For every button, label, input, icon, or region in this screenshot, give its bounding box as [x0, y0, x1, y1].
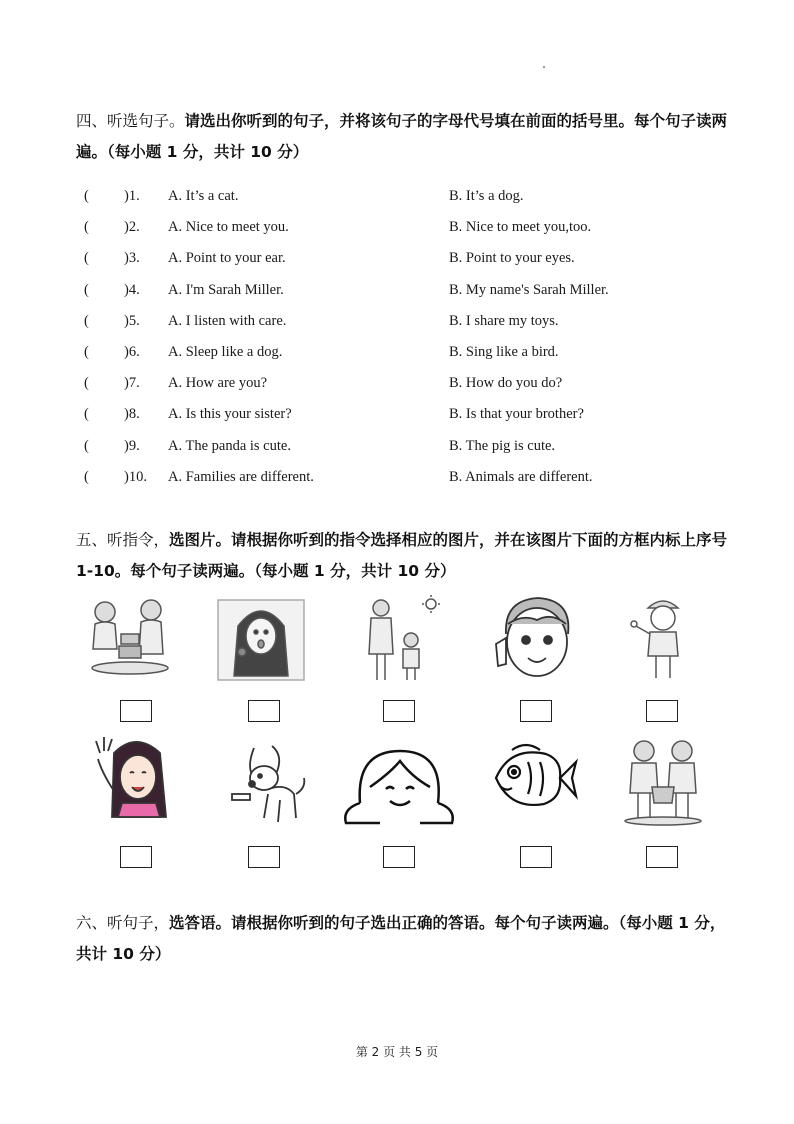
question-row [84, 399, 724, 430]
page-footer: 第 2 页 共 5 页 [355, 1045, 439, 1059]
question-number: )6. [124, 343, 140, 360]
picture-two-children-sharing [618, 737, 708, 827]
picture-woman-waving [86, 733, 176, 823]
answer-bracket[interactable]: ( [84, 406, 89, 423]
question-row [84, 306, 724, 337]
picture-girl-singing [216, 596, 306, 686]
option-b: B. I share my toys. [449, 312, 559, 329]
picture-smiling-girl-outline [338, 743, 458, 833]
answer-bracket[interactable]: ( [84, 375, 89, 392]
option-a: A. Is this your sister? [168, 406, 292, 423]
question-number: )7. [124, 375, 140, 392]
question-number: )5. [124, 312, 140, 329]
option-a: A. Nice to meet you. [168, 219, 289, 236]
option-b: B. The pig is cute. [449, 437, 556, 454]
section-5-instruction: 选图片。请根据你听到的指令选择相应的图片，并在该图片下面的方框内标上序号 1-10。每个句子读两遍。（每小题 1 分，共计 10 分） [76, 531, 728, 580]
answer-bracket[interactable]: ( [84, 188, 89, 204]
answer-box-2[interactable] [248, 700, 280, 722]
option-b: B. My name's Sarah Miller. [449, 281, 609, 298]
question-number: )1. [124, 188, 140, 204]
picture-children-sharing-toys [85, 594, 175, 684]
option-b: B. Point to your eyes. [449, 250, 575, 267]
question-row [84, 181, 724, 212]
picture-boy-with-cap-waving [618, 592, 708, 682]
option-b: B. It’s a dog. [449, 188, 524, 204]
option-b: B. How do you do? [449, 375, 563, 392]
question-number: )8. [124, 406, 140, 423]
option-a: A. Sleep like a dog. [168, 343, 283, 360]
answer-box-8[interactable] [383, 846, 415, 868]
question-number: )2. [124, 219, 140, 236]
picture-dog [224, 738, 314, 828]
option-a: A. The panda is cute. [168, 437, 291, 454]
question-row [84, 275, 724, 306]
option-a: A. Families are different. [168, 468, 314, 485]
option-b: B. Nice to meet you,too. [449, 219, 592, 236]
question-list [84, 181, 724, 493]
question-row [84, 462, 724, 493]
picture-boy-pointing-to-ear [492, 594, 582, 684]
picture-mother-and-child [355, 594, 445, 684]
question-row [84, 243, 724, 274]
option-a: A. How are you? [168, 375, 268, 392]
section-5-heading [76, 525, 736, 587]
answer-bracket[interactable]: ( [84, 312, 89, 329]
answer-box-9[interactable] [520, 846, 552, 868]
option-b: B. Sing like a bird. [449, 343, 559, 360]
answer-box-10[interactable] [646, 846, 678, 868]
section-4-instruction: 请选出你听到的句子，并将该句子的字母代号填在前面的括号里。每个句子读两遍。（每小题 1 分，共计 10 分） [76, 112, 728, 161]
section-5-lead: 五、听指令， [76, 531, 170, 549]
question-row [84, 337, 724, 368]
option-b: B. Animals are different. [449, 468, 593, 485]
answer-bracket[interactable]: ( [84, 437, 89, 454]
question-number: )10. [124, 468, 147, 485]
question-row [84, 431, 724, 462]
section-4-lead: 四、听选句子。 [76, 112, 185, 130]
answer-box-4[interactable] [520, 700, 552, 722]
answer-bracket[interactable]: ( [84, 219, 89, 236]
option-a: A. It’s a cat. [168, 188, 239, 204]
question-number: )9. [124, 437, 140, 454]
section-4-heading [76, 106, 736, 168]
question-number: )3. [124, 250, 140, 267]
question-row [84, 212, 724, 243]
section-6-heading [76, 908, 736, 970]
section-6-lead: 六、听句子， [76, 914, 170, 932]
page-dot [543, 66, 545, 68]
option-a: A. Point to your ear. [168, 250, 286, 267]
answer-box-5[interactable] [646, 700, 678, 722]
answer-bracket[interactable]: ( [84, 468, 89, 485]
option-b: B. Is that your brother? [449, 406, 584, 423]
answer-box-3[interactable] [383, 700, 415, 722]
answer-bracket[interactable]: ( [84, 343, 89, 360]
picture-fish [490, 736, 580, 826]
answer-bracket[interactable]: ( [84, 250, 89, 267]
option-a: A. I listen with care. [168, 312, 287, 329]
question-row [84, 368, 724, 399]
option-a: A. I'm Sarah Miller. [168, 281, 284, 298]
answer-bracket[interactable]: ( [84, 281, 89, 298]
answer-box-7[interactable] [248, 846, 280, 868]
section-6-instruction: 选答语。请根据你听到的句子选出正确的答语。每个句子读两遍。（每小题 1 分，共计 10 分） [76, 914, 726, 963]
answer-box-1[interactable] [120, 700, 152, 722]
question-number: )4. [124, 281, 140, 298]
answer-box-6[interactable] [120, 846, 152, 868]
